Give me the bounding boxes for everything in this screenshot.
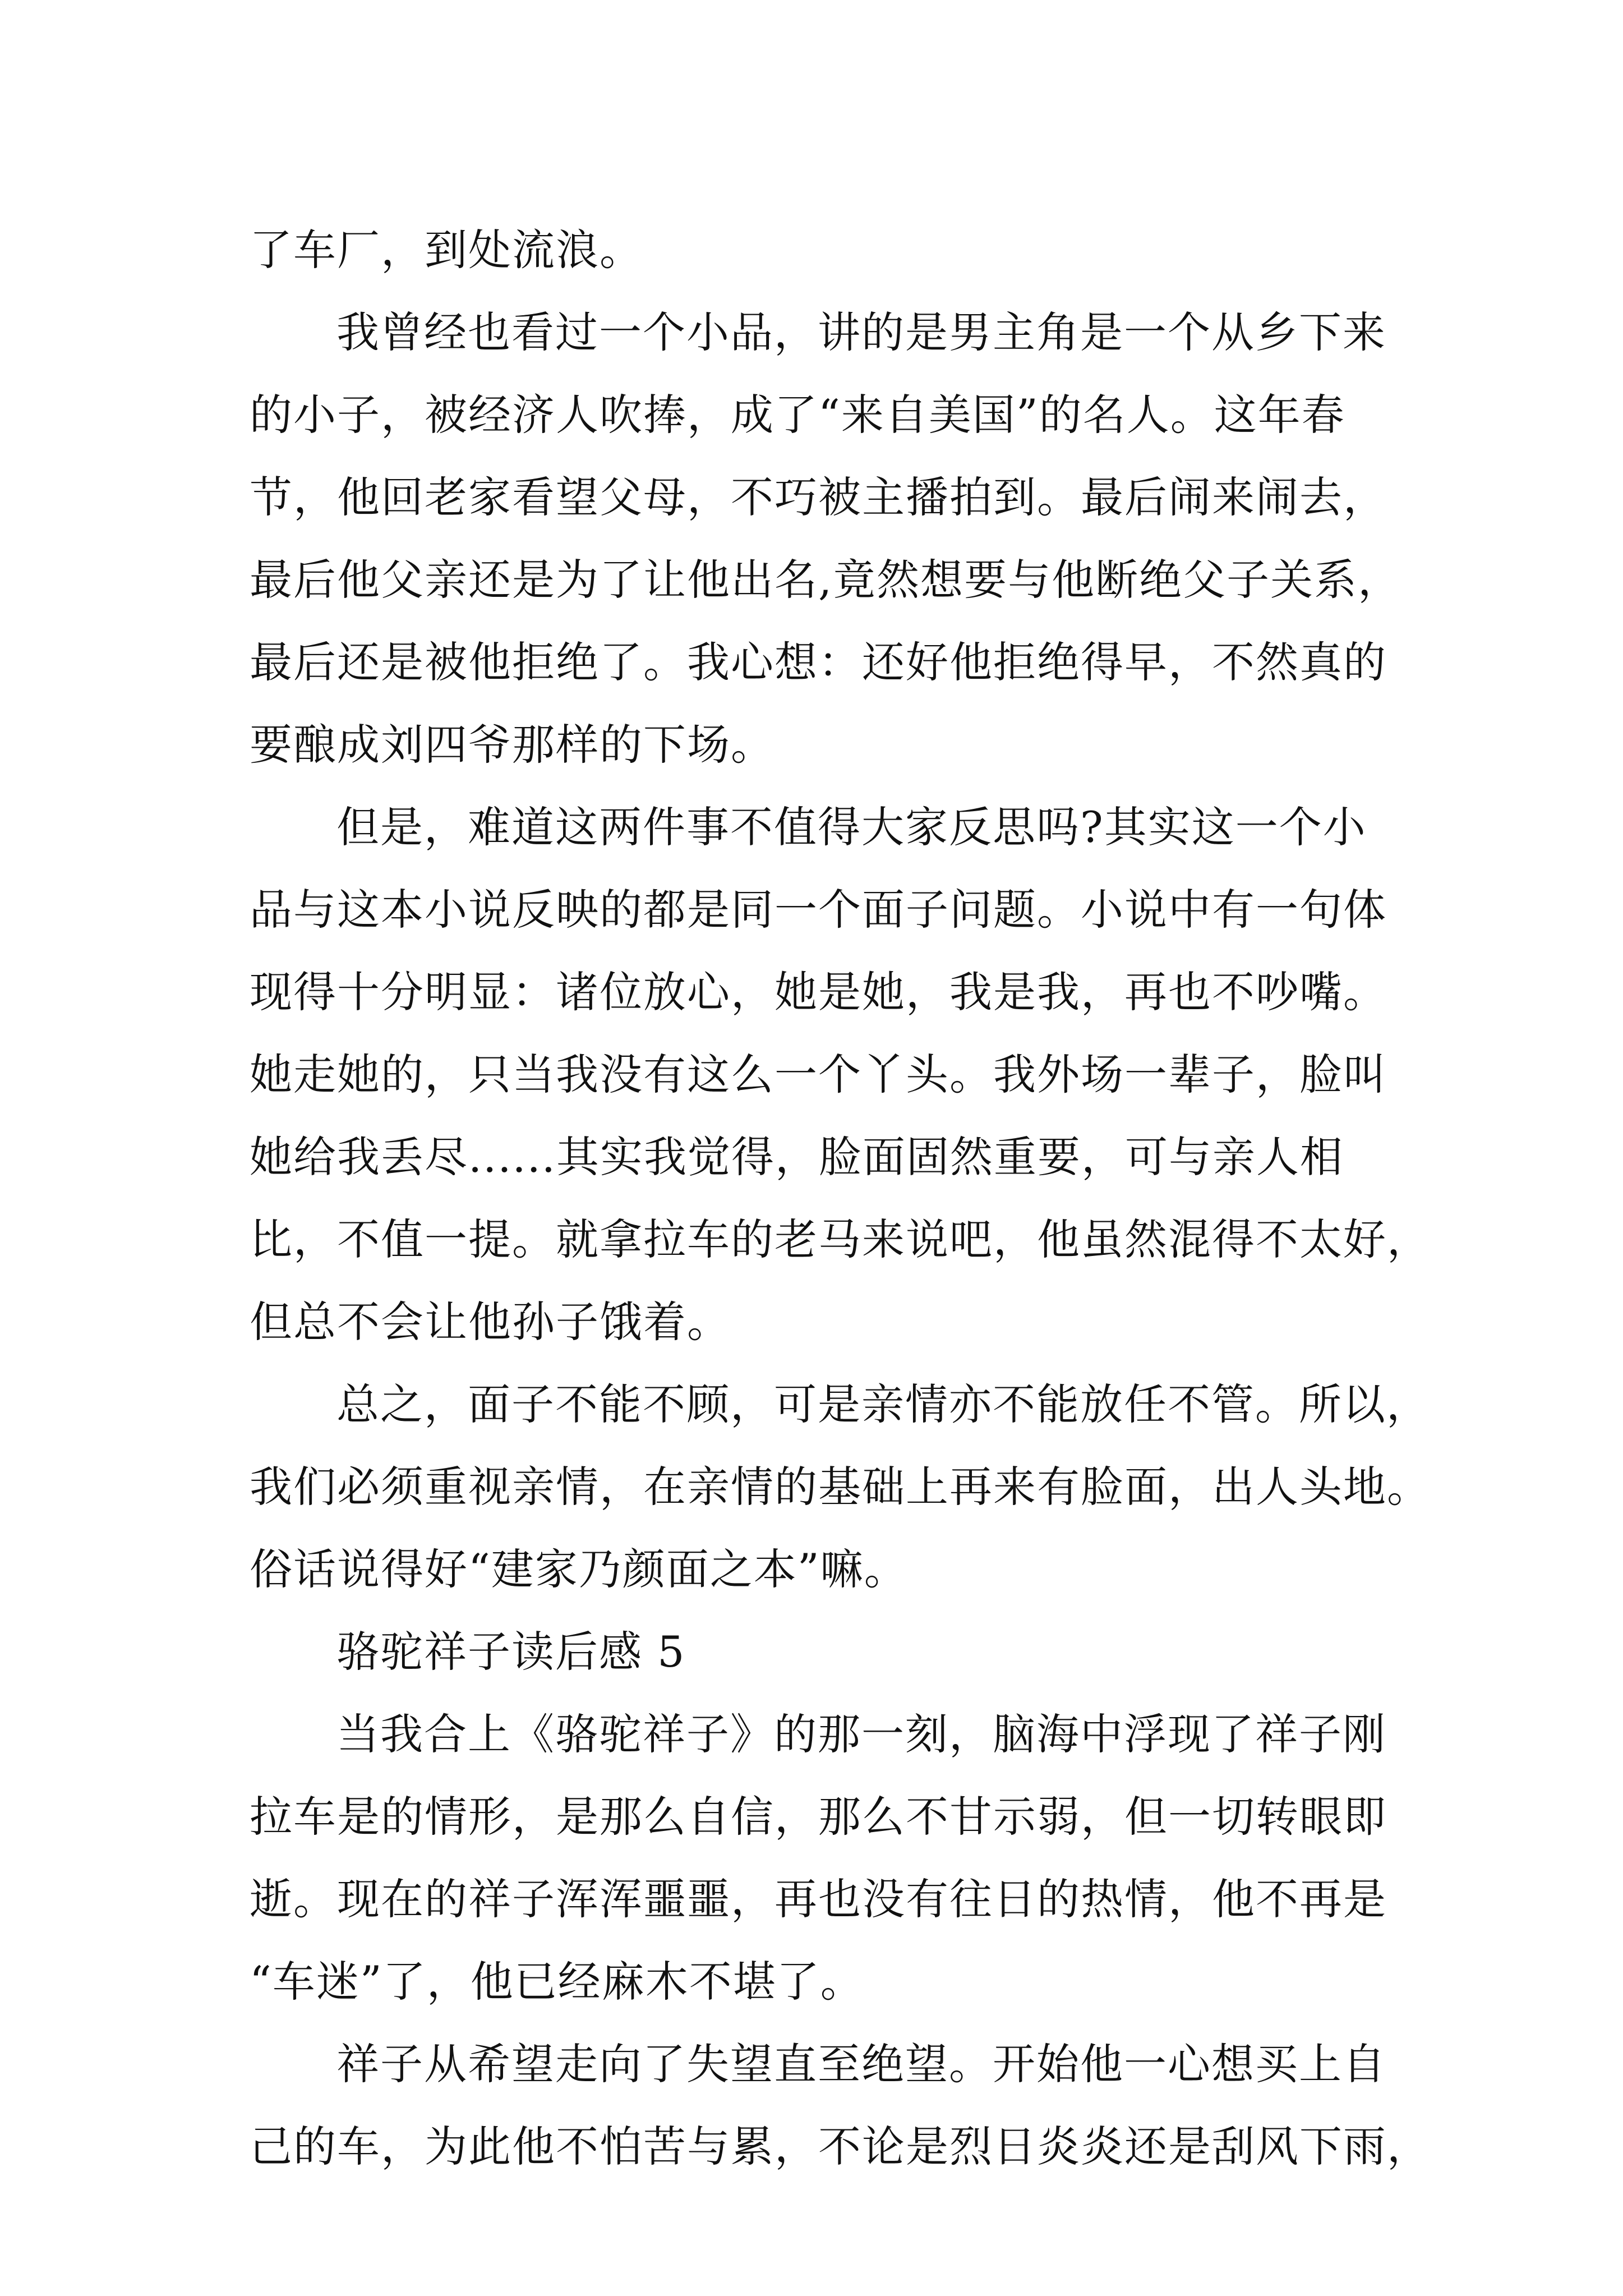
text-line: 比，不值一提。就拿拉车的老马来说吧，他虽然混得不太好， <box>250 1214 1431 1264</box>
document-body <box>250 209 1431 2188</box>
text-line: 品与这本小说反映的都是同一个面子问题。小说中有一句体 <box>250 885 1387 935</box>
text-line: 了车厂，到处流浪。 <box>250 225 643 275</box>
text-line: “车迷”了，他已经麻木不堪了。 <box>250 1957 864 2007</box>
text-line: 她给我丢尽......其实我觉得，脸面固然重要，可与亲人相 <box>250 1132 1344 1182</box>
text-line: 祥子从希望走向了失望直至绝望。开始他一心想买上自 <box>336 2039 1386 2089</box>
text-line: 现得十分明显：诸位放心，她是她，我是我，再也不吵嘴。 <box>250 967 1387 1017</box>
section-heading: 骆驼祥子读后感 5 <box>336 1627 686 1677</box>
text-line: 最后还是被他拒绝了。我心想：还好他拒绝得早，不然真的 <box>250 637 1387 687</box>
text-line: 我们必须重视亲情，在亲情的基础上再来有脸面，出人头地。 <box>250 1462 1431 1512</box>
text-line: 但是，难道这两件事不值得大家反思吗?其实这一个小 <box>336 802 1367 852</box>
text-line: 要酿成刘四爷那样的下场。 <box>250 720 774 770</box>
text-line: 的小子，被经济人吹捧，成了“来自美国”的名人。这年春 <box>250 390 1345 440</box>
text-line: 最后他父亲还是为了让他出名,竟然想要与他断绝父子关系， <box>250 555 1402 605</box>
text-line: 己的车，为此他不怕苦与累，不论是烈日炎炎还是刮风下雨， <box>250 2122 1431 2171</box>
text-line: 她走她的，只当我没有这么一个丫头。我外场一辈子，脸叫 <box>250 1050 1387 1099</box>
text-line: 但总不会让他孙子饿着。 <box>250 1297 731 1347</box>
text-line: 逝。现在的祥子浑浑噩噩，再也没有往日的热情，他不再是 <box>250 1874 1387 1924</box>
text-line: 节，他回老家看望父母，不巧被主播拍到。最后闹来闹去， <box>250 472 1387 522</box>
text-line: 拉车是的情形，是那么自信，那么不甘示弱，但一切转眼即 <box>250 1792 1387 1842</box>
text-line: 我曾经也看过一个小品，讲的是男主角是一个从乡下来 <box>336 307 1386 357</box>
text-line: 当我合上《骆驼祥子》的那一刻，脑海中浮现了祥子刚 <box>336 1709 1386 1759</box>
text-line: 俗话说得好“建家乃颜面之本”嘛。 <box>250 1544 908 1594</box>
text-line: 总之，面子不能不顾，可是亲情亦不能放任不管。所以， <box>336 1379 1430 1429</box>
